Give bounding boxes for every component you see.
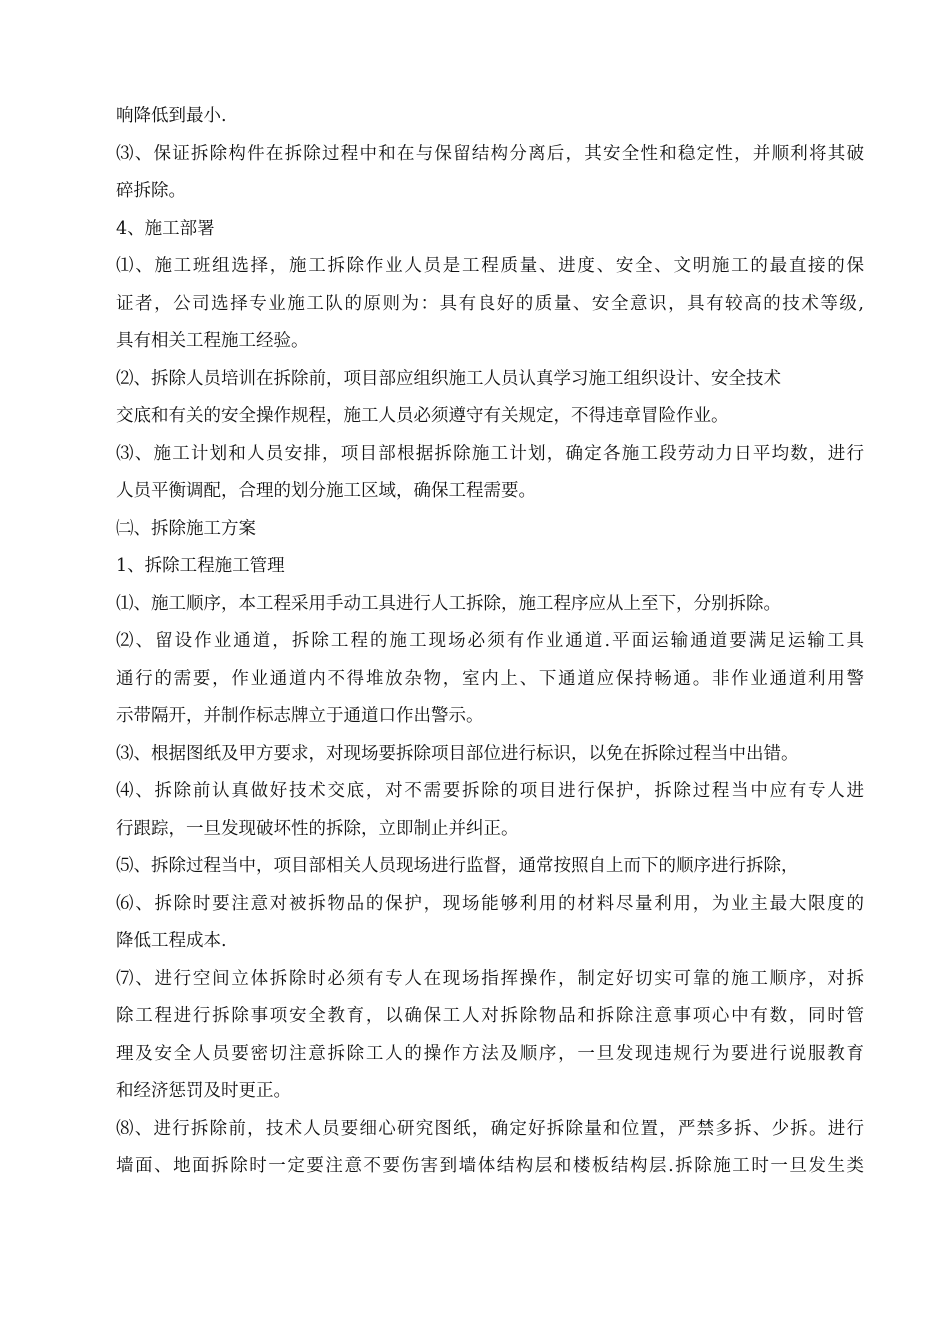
- text-line: 示带隔开，并制作标志牌立于通道口作出警示。: [116, 706, 484, 726]
- text-line: 降低工程成本.: [116, 931, 227, 951]
- section-heading: ㈡、拆除施工方案: [116, 518, 256, 539]
- text-line: ⑺、进行空间立体拆除时必须有专人在现场指挥操作，制定好切实可靠的施工顺序，对拆: [116, 968, 864, 989]
- section-heading: 1、拆除工程施工管理: [116, 556, 285, 576]
- text-line: 人员平衡调配，合理的划分施工区域，确保工程需要。: [116, 481, 536, 501]
- text-line: 响降低到最小.: [116, 106, 227, 126]
- text-line: 行跟踪，一旦发现破坏性的拆除，立即制止并纠正。: [116, 818, 519, 839]
- text-line: ⑸、拆除过程当中，项目部相关人员现场进行监督，通常按照自上而下的顺序进行拆除，: [116, 856, 799, 876]
- text-line: 除工程进行拆除事项安全教育，以确保工人对拆除物品和拆除注意事项心中有数，同时管: [116, 1006, 864, 1026]
- text-line: 具有相关工程施工经验。: [116, 331, 309, 351]
- text-line: ⑵、留设作业通道，拆除工程的施工现场必须有作业通道.平面运输通道要满足运输工具: [116, 631, 864, 651]
- text-line: 和经济惩罚及时更正。: [116, 1081, 291, 1101]
- text-line: ⑻、进行拆除前，技术人员要细心研究图纸，确定好拆除量和位置，严禁多拆、少拆。进行: [116, 1118, 864, 1139]
- text-line: 碎拆除。: [116, 181, 186, 201]
- text-line: 交底和有关的安全操作规程，施工人员必须遵守有关规定，不得违章冒险作业。: [116, 406, 729, 426]
- text-line: 墙面、地面拆除时一定要注意不要伤害到墙体结构层和楼板结构层.拆除施工时一旦发生类: [116, 1156, 864, 1176]
- text-line: 通行的需要，作业通道内不得堆放杂物，室内上、下通道应保持畅通。非作业通道利用警: [116, 668, 864, 689]
- text-line: ⑵、拆除人员培训在拆除前，项目部应组织施工人员认真学习施工组织设计、安全技术: [116, 368, 781, 389]
- text-line: ⑴、施工顺序，本工程采用手动工具进行人工拆除，施工程序应从上至下，分别拆除。: [116, 593, 781, 614]
- section-heading: 4、施工部署: [116, 218, 215, 239]
- text-line: ⑹、拆除时要注意对被拆物品的保护，现场能够利用的材料尽量利用，为业主最大限度的: [116, 893, 864, 914]
- body-text: [116, 98, 864, 1186]
- text-line: ⑴、施工班组选择，施工拆除作业人员是工程质量、进度、安全、文明施工的最直接的保: [116, 256, 864, 276]
- text-line: ⑶、施工计划和人员安排，项目部根据拆除施工计划，确定各施工段劳动力日平均数，进行: [116, 443, 864, 464]
- text-line: 证者，公司选择专业施工队的原则为：具有良好的质量、安全意识，具有较高的技术等级,: [116, 293, 864, 314]
- text-line: ⑷、拆除前认真做好技术交底，对不需要拆除的项目进行保护，拆除过程当中应有专人进: [116, 781, 864, 801]
- text-line: 理及安全人员要密切注意拆除工人的操作方法及顺序，一旦发现违规行为要进行说服教育: [116, 1043, 864, 1064]
- text-line: ⑶、保证拆除构件在拆除过程中和在与保留结构分离后，其安全性和稳定性，并顺利将其破: [116, 143, 864, 164]
- text-line: ⑶、根据图纸及甲方要求，对现场要拆除项目部位进行标识，以免在拆除过程当中出错。: [116, 743, 799, 764]
